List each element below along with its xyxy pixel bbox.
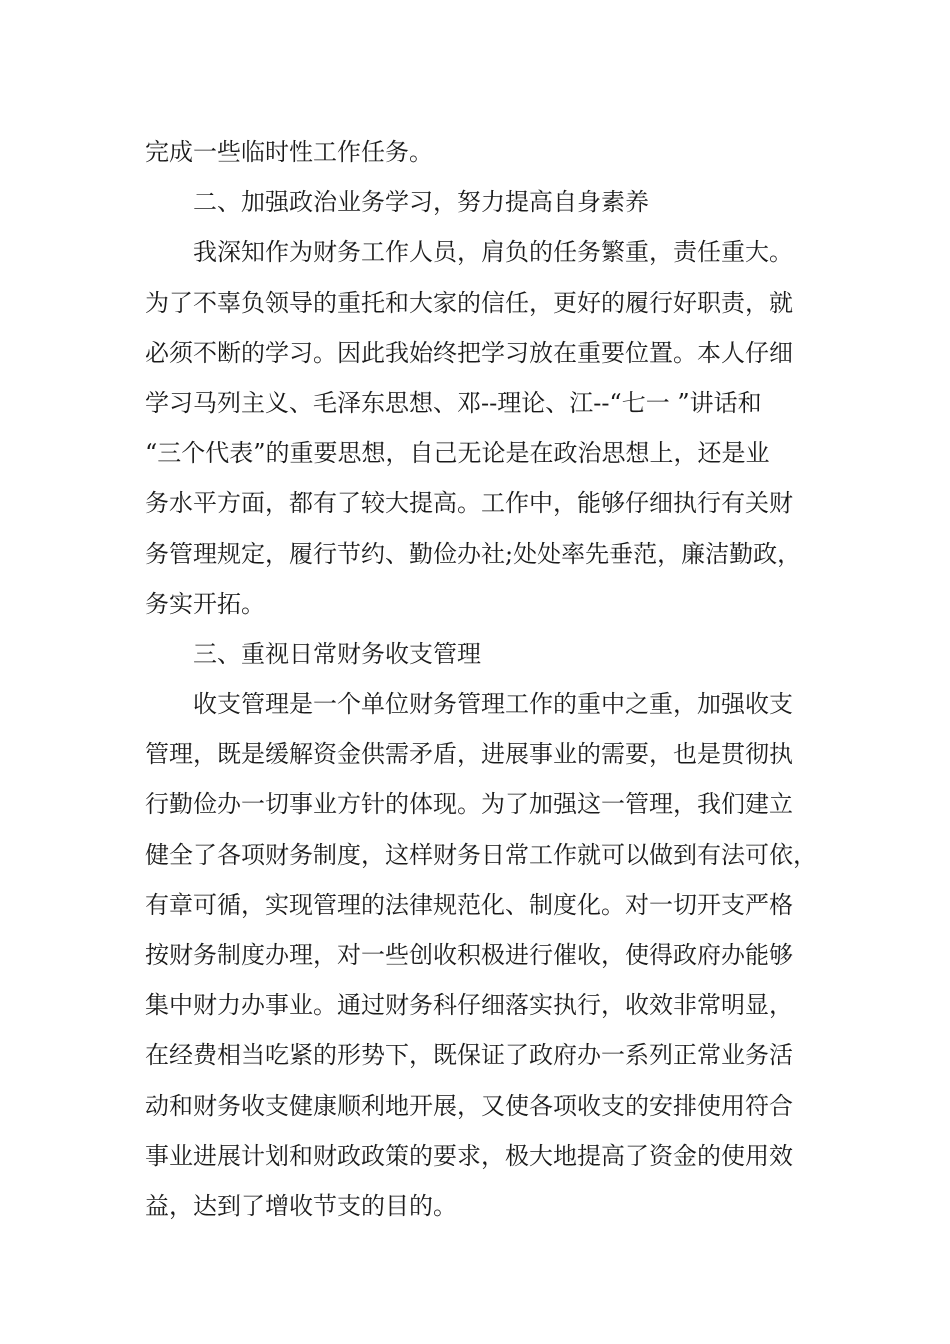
text-line: 集中财力办事业。通过财务科仔细落实执行，收效非常明显， — [145, 991, 793, 1020]
text-line: 事业进展计划和财政政策的要求，极大地提高了资金的使用效 — [145, 1141, 793, 1170]
text-line: 健全了各项财务制度，这样财务日常工作就可以做到有法可依， — [145, 840, 817, 869]
text-line: 完成一些临时性工作任务。 — [145, 138, 433, 166]
text-line: 益，达到了增收节支的目的。 — [145, 1191, 457, 1220]
text-line: 按财务制度办理，对一些创收积极进行催收，使得政府办能够 — [145, 941, 793, 969]
section-heading-3: 三、重视日常财务收支管理 — [193, 639, 481, 668]
text-line: 行勤俭办一切事业方针的体现。为了加强这一管理，我们建立 — [145, 790, 793, 819]
section-heading-2: 二、加强政治业务学习，努力提高自身素养 — [193, 188, 649, 217]
text-line: 务管理规定，履行节约、勤俭办社;处处率先垂范，廉洁勤政， — [145, 539, 802, 568]
document-body — [145, 127, 825, 1231]
text-line: 务实开拓。 — [145, 589, 265, 618]
text-line: 务水平方面，都有了较大提高。工作中，能够仔细执行有关财 — [145, 489, 793, 518]
text-line: 动和财务收支健康顺利地开展，又使各项收支的安排使用符合 — [145, 1091, 793, 1120]
text-line: 学习马列主义、毛泽东思想、邓--理论、江--“七一 ”讲话和 — [145, 388, 762, 417]
text-line: 管理，既是缓解资金供需矛盾，进展事业的需要，也是贯彻执 — [145, 740, 793, 769]
text-line: 我深知作为财务工作人员，肩负的任务繁重，责任重大。 — [193, 238, 793, 267]
text-line: 在经费相当吃紧的形势下，既保证了政府办一系列正常业务活 — [145, 1041, 793, 1070]
text-line: 有章可循，实现管理的法律规范化、制度化。对一切开支严格 — [145, 890, 793, 919]
text-line: 收支管理是一个单位财务管理工作的重中之重，加强收支 — [193, 690, 793, 719]
text-line: “三个代表”的重要思想，自己无论是在政治思想上，还是业 — [145, 439, 770, 468]
text-line: 为了不辜负领导的重托和大家的信任，更好的履行好职责，就 — [145, 288, 793, 317]
text-line: 必须不断的学习。因此我始终把学习放在重要位置。本人仔细 — [145, 338, 793, 367]
